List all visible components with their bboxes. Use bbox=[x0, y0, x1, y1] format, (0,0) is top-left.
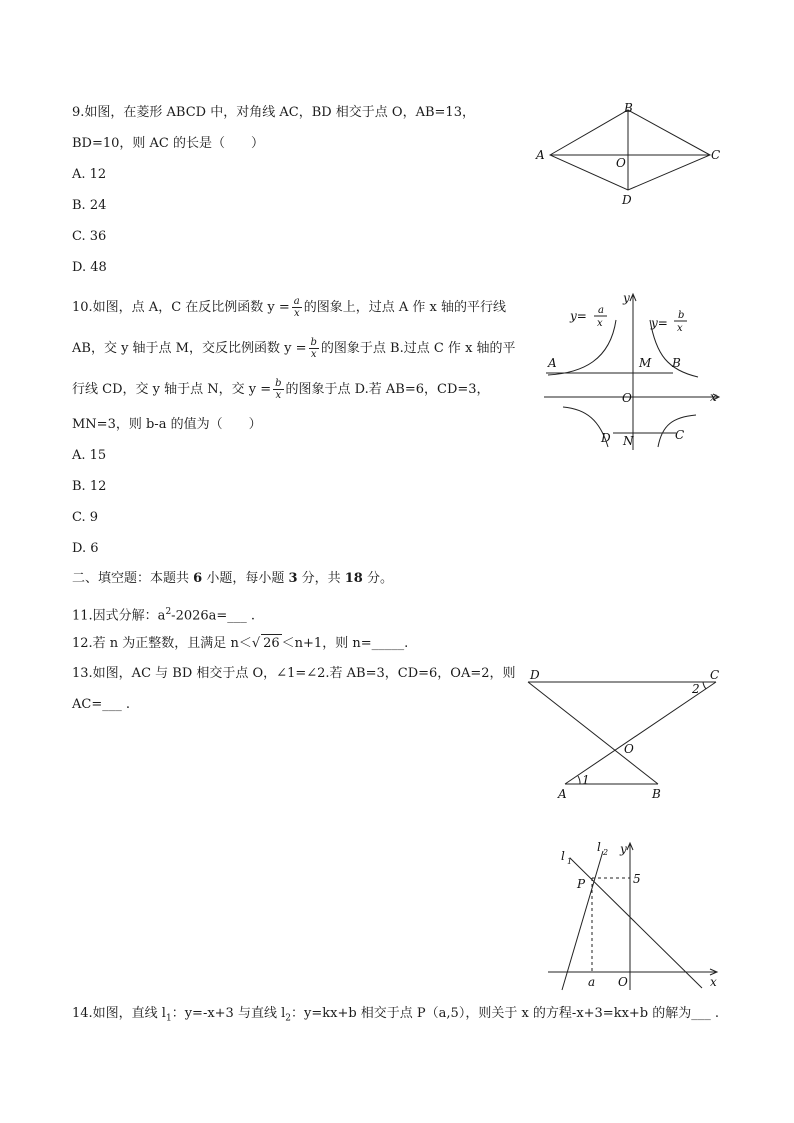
label-a: a bbox=[588, 975, 596, 989]
q9-option-c: C. 36 bbox=[72, 229, 107, 244]
q10-option-c: C. 9 bbox=[72, 510, 99, 525]
label-d: D bbox=[530, 668, 540, 682]
label-l1-sub: 1 bbox=[567, 857, 573, 866]
q9-rhombus-figure bbox=[530, 100, 730, 210]
label-frac-a-num: a bbox=[598, 305, 604, 316]
q9-line2: BD=10，则 AC 的长是（ ） bbox=[72, 136, 265, 151]
label-x: x bbox=[710, 975, 717, 989]
label-m: M bbox=[639, 356, 652, 370]
q9-option-b: B. 24 bbox=[72, 198, 107, 213]
q12-line: 12.若 n 为正整数，且满足 n＜√ 26 ＜n+1，则 n=_____. bbox=[72, 636, 409, 651]
label-o: O bbox=[618, 975, 628, 989]
segment-ca bbox=[565, 682, 716, 784]
q9-line1: 9.如图，在菱形 ABCD 中，对角线 AC，BD 相交于点 O，AB=13， bbox=[72, 105, 475, 120]
q11-line: 11.因式分解：$a^2-2026a=\_\_\_$ . bbox=[72, 607, 256, 624]
rhombus-outline bbox=[550, 110, 710, 190]
fraction-a-over-x: $\frac{a}{x}$ bbox=[293, 296, 300, 319]
label-b: B bbox=[624, 101, 633, 115]
section-2-heading: 二、填空题：本题共 6 小题，每小题 3 分，共 18 分。 bbox=[72, 571, 393, 586]
q13-triangles-figure bbox=[520, 660, 730, 805]
label-c: C bbox=[710, 668, 720, 682]
label-c: C bbox=[711, 148, 721, 162]
label-a: A bbox=[536, 148, 545, 162]
q10-option-d: D. 6 bbox=[72, 541, 99, 556]
label-angle-1: 1 bbox=[582, 773, 590, 787]
label-o: O bbox=[624, 742, 634, 756]
label-y: y bbox=[623, 291, 630, 305]
label-l2: l bbox=[597, 840, 601, 854]
label-o: O bbox=[622, 391, 632, 405]
fraction-b-over-x: $\frac{b}{x}$ bbox=[310, 337, 317, 360]
q14-lines-figure bbox=[540, 836, 730, 996]
angle-2-arc bbox=[703, 682, 706, 689]
label-frac-a-den: x bbox=[597, 318, 603, 329]
label-y: y bbox=[620, 842, 627, 856]
q10-line4: MN=3，则 b-a 的值为（ ） bbox=[72, 417, 262, 432]
label-angle-2: 2 bbox=[692, 682, 700, 696]
label-frac-b-den: x bbox=[677, 323, 683, 334]
fraction-b-over-x-2: $\frac{b}{x}$ bbox=[275, 378, 282, 401]
label-frac-b-num: b bbox=[678, 310, 685, 321]
label-d: D bbox=[622, 193, 632, 207]
q10-option-a: A. 15 bbox=[72, 448, 107, 463]
angle-1-arc bbox=[578, 776, 580, 784]
segment-db bbox=[528, 682, 658, 784]
q14-line: 14.如图，直线 $l_1$：y=-x+3 与直线 $l_2$：y=kx+b 相交于点 P（a,5），则关于 x 的方程-x+3=kx+b 的解为___ . bbox=[72, 1006, 720, 1024]
label-n: N bbox=[623, 434, 634, 448]
q10-line2: AB，交 y 轴于点 M，交反比例函数 y = $\frac{b}{x}$ 的图象于点 B.过点 C 作 x 轴的平 bbox=[72, 337, 516, 360]
label-c: C bbox=[675, 428, 685, 442]
label-five: 5 bbox=[633, 872, 641, 886]
label-o: O bbox=[616, 156, 626, 170]
q9-option-a: A. 12 bbox=[72, 167, 107, 182]
label-p: P bbox=[577, 877, 586, 891]
curve-a-quadrant2 bbox=[548, 320, 616, 375]
label-a: A bbox=[558, 787, 567, 801]
label-l1: l bbox=[561, 849, 565, 863]
label-b: B bbox=[672, 356, 681, 370]
q13-line1: 13.如图，AC 与 BD 相交于点 O，∠1=∠2.若 AB=3，CD=6，OA=2，则 bbox=[72, 666, 516, 681]
q10-hyperbola-figure bbox=[538, 285, 728, 455]
sqrt-sign: √ bbox=[251, 636, 261, 651]
line-l2 bbox=[562, 851, 603, 990]
label-d: D bbox=[601, 431, 611, 445]
label-x: x bbox=[710, 390, 717, 404]
q9-option-d: D. 48 bbox=[72, 260, 107, 275]
q10-line1: 10.如图，点 A，C 在反比例函数 y = $\frac{a}{x}$ 的图象上，过点 A 作 x 轴的平行线 bbox=[72, 296, 506, 319]
label-b: B bbox=[652, 787, 661, 801]
label-y-eq-left: y= bbox=[570, 309, 587, 323]
label-y-eq-right: y= bbox=[651, 316, 668, 330]
q10-option-b: B. 12 bbox=[72, 479, 107, 494]
label-a: A bbox=[548, 356, 557, 370]
label-l2-sub: 2 bbox=[603, 848, 609, 857]
sqrt-radicand: 26 bbox=[263, 636, 280, 651]
q10-line3: 行线 CD，交 y 轴于点 N，交 y = $\frac{b}{x}$ 的图象于点 D.若 AB=6，CD=3， bbox=[72, 378, 490, 401]
q13-line2: AC=___ . bbox=[72, 697, 130, 712]
